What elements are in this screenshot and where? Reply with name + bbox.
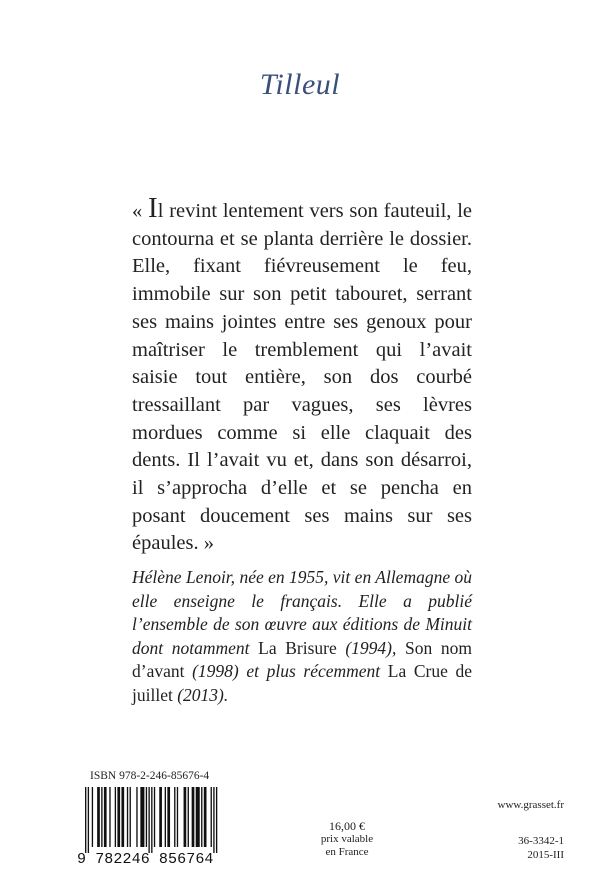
excerpt-text: l revint lentement vers son fauteuil, le contourna et se planta derrière le dossier. Elle, fixant fiévreusement le feu, immobile sur son petit tabouret, serrant ses mains jointes entre ses genoux pour maîtriser le tremblement qui l’avait saisie tout entière, son dos courbé tressaillant par vagues, ses lèvres mordues comme si elle claquait des dents. Il l’avait vu et, dans son désarroi, il s’approcha d’elle et se pencha en posant doucement ses mains sur ses épaules. » — [132, 200, 472, 555]
barcode-bar — [165, 787, 166, 847]
barcode-bar — [192, 787, 195, 847]
book-title: Tilleul — [259, 68, 341, 101]
bio-work-3: La Crue de juillet — [132, 661, 472, 705]
barcode — [77, 787, 227, 871]
barcode-bar — [204, 787, 207, 847]
bio-work-1: La Brisure — [258, 637, 337, 658]
barcode-bar — [184, 787, 187, 847]
barcode-bar — [130, 787, 131, 847]
barcode-bar — [85, 787, 86, 853]
barcode-bar — [140, 787, 144, 847]
barcode-bar — [92, 787, 93, 847]
barcode-bar — [88, 787, 89, 853]
excerpt-initial: I — [148, 192, 158, 224]
barcode-bar — [216, 787, 217, 853]
book-excerpt — [132, 192, 472, 558]
barcode-bar — [177, 787, 178, 847]
barcode-bar — [151, 787, 152, 853]
barcode-bar — [121, 787, 124, 847]
barcode-bar — [115, 787, 116, 847]
bio-part-1: Hélène Lenoir, née en 1955, vit en Allemagne où elle enseigne le français. Elle a publié l’ensemble de son œuvre aux éditions de Minuit dont notamment — [132, 567, 472, 658]
barcode-bar — [213, 787, 214, 853]
barcode-bar — [167, 787, 170, 847]
bio-part-3: (1998) et plus récemment — [184, 661, 388, 682]
publisher-code-1: 36-3342-1 — [518, 835, 564, 847]
barcode-bar — [109, 787, 110, 847]
barcode-bar — [104, 787, 107, 847]
publisher-website: www.grasset.fr — [497, 799, 564, 811]
barcode-bar — [148, 787, 149, 853]
publisher-codes — [518, 834, 564, 862]
bio-part-2: (1994), — [336, 637, 406, 658]
barcode-bar — [196, 787, 200, 847]
barcode-bar — [154, 787, 155, 847]
barcode-bar — [146, 787, 147, 847]
barcode-bar — [188, 787, 189, 847]
price-box — [310, 820, 384, 859]
barcode-bar — [174, 787, 175, 847]
bio-work-2: Son nom d’avant — [132, 637, 472, 682]
barcode-bar — [211, 787, 212, 847]
barcode-bar — [127, 787, 128, 847]
excerpt-open-quote: « — [132, 200, 149, 222]
publisher-code-2: 2015-III — [527, 849, 564, 861]
barcode-bar — [201, 787, 202, 847]
price-note-2: en France — [325, 846, 369, 858]
barcode-bar — [97, 787, 100, 847]
isbn-label: ISBN 978-2-246-85676-4 — [90, 770, 210, 782]
price-note-1: prix valable — [320, 833, 374, 845]
barcode-bar — [101, 787, 102, 847]
barcode-bar — [136, 787, 137, 847]
bio-part-4: (2013). — [172, 684, 229, 705]
author-bio — [132, 566, 472, 708]
barcode-bar — [159, 787, 162, 847]
price: 16,00 € — [329, 819, 365, 833]
barcode-bars — [77, 787, 227, 853]
barcode-bar — [117, 787, 120, 847]
barcode-digits: 9 782246 856764 — [77, 851, 214, 868]
